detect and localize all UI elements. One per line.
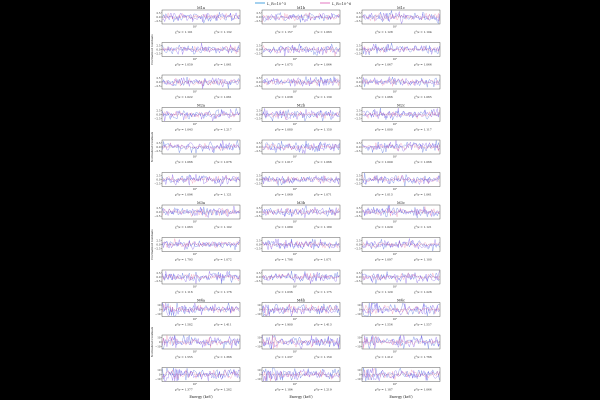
y-tick-label: −2.5: [154, 117, 161, 121]
y-tick-label: 10: [257, 336, 261, 340]
y-tick-label: 2.5: [356, 271, 361, 275]
chi2-label: χ²/ν = 1.116: [175, 290, 193, 294]
panel-title: M3c: [397, 201, 405, 206]
y-tick-label: 2.5: [256, 174, 261, 178]
y-tick-label: −10: [355, 377, 361, 381]
chi2-label-secondary: χ²/ν = 1.176: [214, 290, 232, 294]
y-axis-label: Normalized residuals: [150, 131, 154, 163]
y-tick-label: −10: [155, 345, 161, 349]
chi2-label-secondary: χ²/ν = 1.150: [314, 355, 332, 359]
panel-r10-c0: [155, 335, 240, 359]
y-tick-label: 2.5: [156, 11, 161, 15]
x-tick-label: 10⁰: [392, 25, 397, 29]
x-tick-label: 10⁰: [392, 350, 397, 354]
y-tick-label: 2.5: [256, 44, 261, 48]
panel-r0-c0: [154, 6, 240, 34]
chi2-label-secondary: χ²/ν = 1.411: [214, 322, 232, 327]
panel-r4-c1: [254, 140, 340, 164]
chi2-label-secondary: χ²/ν = 1.066: [314, 160, 332, 164]
chi2-label-secondary: χ²/ν = 1.175: [314, 290, 332, 294]
y-tick-label: 2.5: [256, 76, 261, 80]
y-tick-label: 2.5: [256, 109, 261, 113]
chi2-label: χ²/ν = 1.069: [275, 192, 293, 197]
y-tick-label: 0.0: [356, 146, 361, 149]
x-tick-label: 10⁰: [392, 123, 397, 127]
chi2-label-secondary: χ²/ν = 1.071: [314, 192, 332, 197]
panel-r8-c2: [354, 270, 440, 294]
panel-title: M3a: [196, 201, 206, 206]
panel-r3-c2: [354, 104, 440, 132]
y-tick-label: −2.5: [254, 247, 261, 251]
x-axis-label: Energy (keV): [389, 395, 413, 399]
x-tick-label: 10⁰: [392, 220, 397, 224]
chi2-label: χ²/ν = 1.075: [275, 62, 293, 67]
y-tick-label: −2.5: [154, 247, 161, 251]
y-tick-label: 2.5: [356, 206, 361, 210]
y-tick-label: 10: [157, 369, 161, 373]
chi2-label: χ²/ν = 1.101: [175, 30, 193, 34]
legend-entry: L_R=10^5: [267, 2, 287, 6]
y-tick-label: 2.5: [156, 239, 161, 243]
chi2-label-secondary: χ²/ν = 1.061: [414, 192, 432, 197]
y-axis-label: Normalized residuals: [150, 326, 154, 358]
x-tick-label: 10⁰: [292, 188, 297, 192]
legend-entry: L_R=10^6: [332, 2, 352, 6]
y-tick-label: 0.0: [256, 81, 261, 84]
panel-r1-c1: [254, 43, 340, 67]
y-tick-label: −2.5: [354, 182, 361, 186]
chi2-label-secondary: χ²/ν = 1.065: [414, 95, 432, 99]
chi2-label-secondary: χ²/ν = 1.121: [414, 225, 432, 229]
y-tick-label: 2.5: [156, 174, 161, 178]
panel-title: M1a: [196, 6, 206, 11]
residuals-figure: [150, 0, 450, 400]
y-tick-label: 0.0: [356, 16, 361, 19]
y-tick-label: 0: [358, 308, 361, 312]
panel-r11-c0: [155, 368, 240, 392]
x-tick-label: 10⁰: [392, 285, 397, 289]
y-tick-label: −2.5: [354, 280, 361, 284]
chi2-label: χ²/ν = 1.067: [375, 62, 393, 67]
chi2-label-secondary: χ²/ν = 1.104: [414, 30, 432, 34]
panel-r9-c1: [255, 299, 340, 327]
y-tick-label: −2.5: [154, 280, 161, 284]
y-tick-label: 10: [257, 369, 261, 373]
y-tick-label: 0: [258, 341, 261, 344]
y-tick-label: −2.5: [154, 20, 161, 24]
x-tick-label: 10⁰: [292, 383, 297, 387]
chi2-label-secondary: χ²/ν = 1.766: [414, 355, 432, 359]
x-tick-label: 10⁰: [392, 58, 397, 62]
chi2-label-secondary: χ²/ν = 1.217: [214, 127, 232, 132]
chi2-label-secondary: χ²/ν = 1.066: [414, 387, 432, 392]
y-tick-label: 2.5: [156, 141, 161, 145]
y-tick-label: 2.5: [256, 206, 261, 210]
chi2-label-secondary: χ²/ν = 1.100: [414, 257, 432, 262]
y-tick-label: −2.5: [254, 20, 261, 24]
chi2-label-secondary: χ²/ν = 1.226: [414, 290, 432, 294]
chi2-label: χ²/ν = 1.066: [375, 95, 393, 99]
panel-r9-c2: [355, 299, 440, 327]
x-tick-label: 10⁰: [292, 25, 297, 29]
y-tick-label: −2.5: [254, 215, 261, 219]
panel-r10-c1: [255, 335, 340, 359]
chi2-label: χ²/ν = 1.097: [375, 257, 393, 262]
panel-title: M1c: [397, 6, 405, 11]
y-tick-label: 2.5: [156, 109, 161, 113]
y-tick-label: 0.0: [356, 81, 361, 84]
panel-r2-c2: [354, 75, 440, 99]
x-axis-label: Energy (keV): [189, 395, 213, 399]
chi2-label: χ²/ν = 1.377: [175, 387, 193, 392]
y-tick-label: 2.5: [356, 141, 361, 145]
chi2-label-secondary: χ²/ν = 1.180: [314, 225, 332, 229]
x-tick-label: 10⁰: [192, 383, 197, 387]
x-tick-label: 10⁰: [392, 90, 397, 94]
y-tick-label: 0: [358, 341, 361, 344]
panel-r6-c1: [254, 201, 340, 229]
panel-r5-c0: [154, 173, 240, 197]
y-tick-label: 0.0: [356, 211, 361, 214]
y-tick-label: 2.5: [356, 239, 361, 243]
y-tick-label: 0.0: [256, 178, 261, 182]
y-tick-label: 0.0: [256, 243, 261, 247]
panel-r0-c1: [254, 6, 340, 34]
panel-r1-c0: [154, 43, 240, 67]
y-tick-label: 0.0: [256, 113, 261, 117]
y-tick-label: −2.5: [254, 85, 261, 89]
y-tick-label: −2.5: [154, 85, 161, 89]
chi2-label-secondary: χ²/ν = 1.132: [214, 30, 232, 34]
panel-title: M4a: [196, 298, 206, 303]
chi2-label: χ²/ν = 1.900: [275, 322, 293, 327]
x-tick-label: 10⁰: [292, 253, 297, 257]
panel-r0-c2: [354, 6, 440, 34]
chi2-label: χ²/ν = 1.059: [175, 62, 193, 67]
x-tick-label: 10⁰: [392, 253, 397, 257]
chi2-label: χ²/ν = 1.036: [275, 290, 293, 294]
y-tick-label: 2.5: [156, 44, 161, 48]
panel-r4-c2: [354, 140, 440, 164]
chi2-label-secondary: χ²/ν = 1.066: [414, 62, 432, 67]
y-tick-label: −2.5: [254, 150, 261, 154]
x-tick-label: 10⁰: [192, 220, 197, 224]
chi2-label-secondary: χ²/ν = 1.413: [314, 322, 332, 327]
chi2-label: χ²/ν = 1.038: [275, 95, 293, 99]
y-tick-label: 10: [357, 304, 361, 308]
y-tick-label: 2.5: [356, 44, 361, 48]
x-tick-label: 10⁰: [192, 188, 197, 192]
chi2-label-secondary: χ²/ν = 1.071: [314, 257, 332, 262]
chi2-label-secondary: χ²/ν = 1.061: [214, 62, 232, 67]
chi2-label: χ²/ν = 1.128: [375, 30, 393, 34]
y-tick-label: −2.5: [354, 247, 361, 251]
chi2-label: χ²/ν = 1.080: [275, 127, 293, 132]
y-tick-label: 0.0: [256, 16, 261, 19]
panel-r10-c2: [355, 335, 440, 359]
panel-r8-c0: [154, 270, 240, 294]
chi2-label-secondary: χ²/ν = 1.150: [314, 127, 332, 132]
x-tick-label: 10⁰: [192, 90, 197, 94]
x-tick-label: 10⁰: [292, 123, 297, 127]
chi2-label: χ²/ν = 1.212: [375, 355, 393, 359]
x-tick-label: 10⁰: [392, 155, 397, 159]
y-tick-label: −2.5: [354, 117, 361, 121]
chi2-label: χ²/ν = 1.187: [375, 387, 393, 392]
y-tick-label: −2.5: [154, 52, 161, 56]
chi2-label-secondary: χ²/ν = 1.061: [214, 95, 232, 99]
y-tick-label: 0.0: [156, 48, 161, 52]
y-tick-label: 2.5: [356, 174, 361, 178]
y-tick-label: 0: [258, 373, 261, 377]
chi2-label: χ²/ν = 1.022: [175, 95, 193, 99]
panel-r6-c0: [154, 201, 240, 229]
panel-r2-c0: [154, 75, 240, 99]
y-tick-label: 2.5: [156, 206, 161, 210]
chi2-label: χ²/ν = 1.066: [175, 160, 193, 164]
x-tick-label: 10⁰: [192, 318, 197, 322]
y-tick-label: 2.5: [356, 76, 361, 80]
panel-r11-c1: [255, 368, 340, 392]
y-tick-label: −10: [155, 377, 161, 381]
chi2-label: χ²/ν = 1.096: [175, 192, 193, 197]
x-tick-label: 10⁰: [292, 58, 297, 62]
panel-title: M4c: [397, 298, 405, 303]
y-tick-label: 0.0: [156, 113, 161, 117]
y-tick-label: −2.5: [354, 215, 361, 219]
chi2-label: χ²/ν = 1.029: [375, 225, 393, 229]
y-tick-label: 0.0: [156, 276, 161, 279]
y-tick-label: −10: [255, 345, 261, 349]
chi2-label-secondary: χ²/ν = 1.063: [314, 30, 332, 34]
panel-r4-c0: [154, 140, 240, 164]
chi2-label-secondary: χ²/ν = 1.117: [414, 127, 432, 132]
y-tick-label: −2.5: [354, 20, 361, 24]
panel-r8-c1: [254, 270, 340, 294]
y-tick-label: 0: [158, 308, 161, 312]
y-tick-label: 0: [158, 341, 161, 344]
y-tick-label: −2.5: [254, 280, 261, 284]
y-tick-label: 2.5: [256, 11, 261, 15]
chi2-label: χ²/ν = 1.120: [375, 290, 393, 294]
y-tick-label: 0.0: [156, 81, 161, 84]
y-tick-label: 10: [157, 304, 161, 308]
chi2-label-secondary: χ²/ν = 1.121: [214, 192, 232, 197]
x-tick-label: 10⁰: [292, 220, 297, 224]
x-tick-label: 10⁰: [392, 318, 397, 322]
y-tick-label: 2.5: [156, 271, 161, 275]
panel-r5-c1: [254, 173, 340, 197]
x-tick-label: 10⁰: [192, 25, 197, 29]
chi2-label: χ²/ν = 1.184: [275, 387, 293, 392]
y-tick-label: 10: [157, 336, 161, 340]
panel-title: M2a: [196, 103, 206, 108]
y-tick-label: −10: [355, 312, 361, 316]
y-axis-label: Normalized residuals: [150, 34, 154, 65]
chi2-label: χ²/ν = 1.555: [175, 355, 193, 359]
chi2-label-secondary: χ²/ν = 1.072: [214, 257, 232, 262]
panel-r6-c2: [354, 201, 440, 229]
chi2-label: χ²/ν = 1.582: [175, 322, 193, 327]
y-tick-label: 0.0: [356, 276, 361, 279]
y-tick-label: −10: [255, 312, 261, 316]
panel-r3-c1: [254, 104, 340, 132]
y-tick-label: 0.0: [256, 48, 261, 52]
y-tick-label: 0.0: [156, 211, 161, 214]
panel-title: M4b: [296, 298, 306, 303]
y-tick-label: −2.5: [354, 85, 361, 89]
chi2-label: χ²/ν = 1.237: [275, 355, 293, 359]
y-tick-label: 2.5: [156, 76, 161, 80]
x-tick-label: 10⁰: [192, 350, 197, 354]
y-tick-label: −2.5: [154, 150, 161, 154]
chi2-label: χ²/ν = 1.017: [275, 160, 293, 164]
y-tick-label: −10: [355, 345, 361, 349]
y-tick-label: 2.5: [356, 109, 361, 113]
chi2-label-secondary: χ²/ν = 1.219: [314, 387, 332, 392]
y-tick-label: 10: [357, 369, 361, 373]
y-tick-label: 0: [358, 373, 361, 377]
chi2-label: χ²/ν = 1.157: [275, 30, 293, 34]
x-tick-label: 10⁰: [292, 285, 297, 289]
panel-r9-c0: [155, 299, 240, 327]
y-tick-label: 2.5: [256, 239, 261, 243]
panel-r3-c0: [154, 104, 240, 132]
y-tick-label: 10: [257, 304, 261, 308]
panel-title: M2c: [397, 103, 405, 108]
chi2-label: χ²/ν = 1.009: [375, 160, 393, 164]
y-tick-label: 0.0: [256, 276, 261, 279]
chi2-label: χ²/ν = 1.013: [375, 192, 393, 197]
x-tick-label: 10⁰: [192, 285, 197, 289]
x-tick-label: 10⁰: [292, 155, 297, 159]
y-tick-label: −2.5: [254, 117, 261, 121]
y-tick-label: 0.0: [156, 146, 161, 149]
panel-r7-c1: [254, 238, 340, 262]
y-tick-label: 0.0: [256, 146, 261, 149]
chi2-label: χ²/ν = 1.793: [175, 257, 193, 262]
x-tick-label: 10⁰: [192, 253, 197, 257]
y-tick-label: −10: [155, 312, 161, 316]
y-tick-label: −2.5: [154, 182, 161, 186]
y-tick-label: 0.0: [356, 48, 361, 52]
y-axis-label: Normalized residuals: [150, 229, 154, 260]
x-tick-label: 10⁰: [392, 188, 397, 192]
x-tick-label: 10⁰: [292, 90, 297, 94]
panel-r1-c2: [354, 43, 440, 67]
y-tick-label: −2.5: [354, 52, 361, 56]
y-tick-label: 2.5: [356, 11, 361, 15]
panel-r7-c0: [154, 238, 240, 262]
y-tick-label: 0.0: [156, 243, 161, 247]
y-tick-label: −2.5: [254, 182, 261, 186]
panel-r2-c1: [254, 75, 340, 99]
chi2-label-secondary: χ²/ν = 1.282: [214, 387, 232, 392]
chi2-label-secondary: χ²/ν = 1.076: [214, 160, 232, 164]
chi2-label: χ²/ν = 1.043: [175, 127, 193, 132]
chi2-label: χ²/ν = 1.089: [275, 225, 293, 229]
y-tick-label: 0.0: [356, 178, 361, 182]
y-tick-label: −2.5: [254, 52, 261, 56]
chi2-label: χ²/ν = 1.063: [175, 225, 193, 229]
chi2-label-secondary: χ²/ν = 1.066: [414, 160, 432, 164]
chi2-label-secondary: χ²/ν = 1.557: [414, 322, 432, 327]
chi2-label: χ²/ν = 1.556: [375, 322, 393, 327]
chi2-label-secondary: χ²/ν = 1.064: [314, 62, 332, 67]
y-tick-label: 0: [258, 308, 261, 312]
x-tick-label: 10⁰: [192, 155, 197, 159]
chi2-label-secondary: χ²/ν = 1.102: [214, 225, 232, 229]
panel-r7-c2: [354, 238, 440, 262]
panel-r11-c2: [355, 368, 440, 392]
y-tick-label: 0.0: [356, 113, 361, 117]
panel-title: M1b: [296, 6, 306, 11]
figure-page: [150, 0, 450, 400]
y-tick-label: 0.0: [156, 178, 161, 182]
x-tick-label: 10⁰: [292, 350, 297, 354]
y-tick-label: 0: [158, 373, 161, 377]
y-tick-label: 2.5: [256, 271, 261, 275]
x-tick-label: 10⁰: [192, 123, 197, 127]
y-tick-label: −2.5: [354, 150, 361, 154]
x-tick-label: 10⁰: [392, 383, 397, 387]
panel-r5-c2: [354, 173, 440, 197]
y-tick-label: 2.5: [256, 141, 261, 145]
y-tick-label: 0.0: [256, 211, 261, 214]
chi2-label: χ²/ν = 1.798: [275, 257, 293, 262]
panel-title: M3b: [296, 201, 306, 206]
y-tick-label: −2.5: [154, 215, 161, 219]
y-tick-label: 0.0: [156, 16, 161, 19]
chi2-label-secondary: χ²/ν = 1.366: [214, 355, 232, 359]
y-tick-label: −10: [255, 377, 261, 381]
x-tick-label: 10⁰: [292, 318, 297, 322]
panel-title: M2b: [296, 103, 306, 108]
x-tick-label: 10⁰: [192, 58, 197, 62]
x-axis-label: Energy (keV): [289, 395, 313, 399]
chi2-label: χ²/ν = 1.000: [375, 127, 393, 132]
chi2-label-secondary: χ²/ν = 1.130: [314, 95, 332, 99]
y-tick-label: 10: [357, 336, 361, 340]
y-tick-label: 0.0: [356, 243, 361, 247]
